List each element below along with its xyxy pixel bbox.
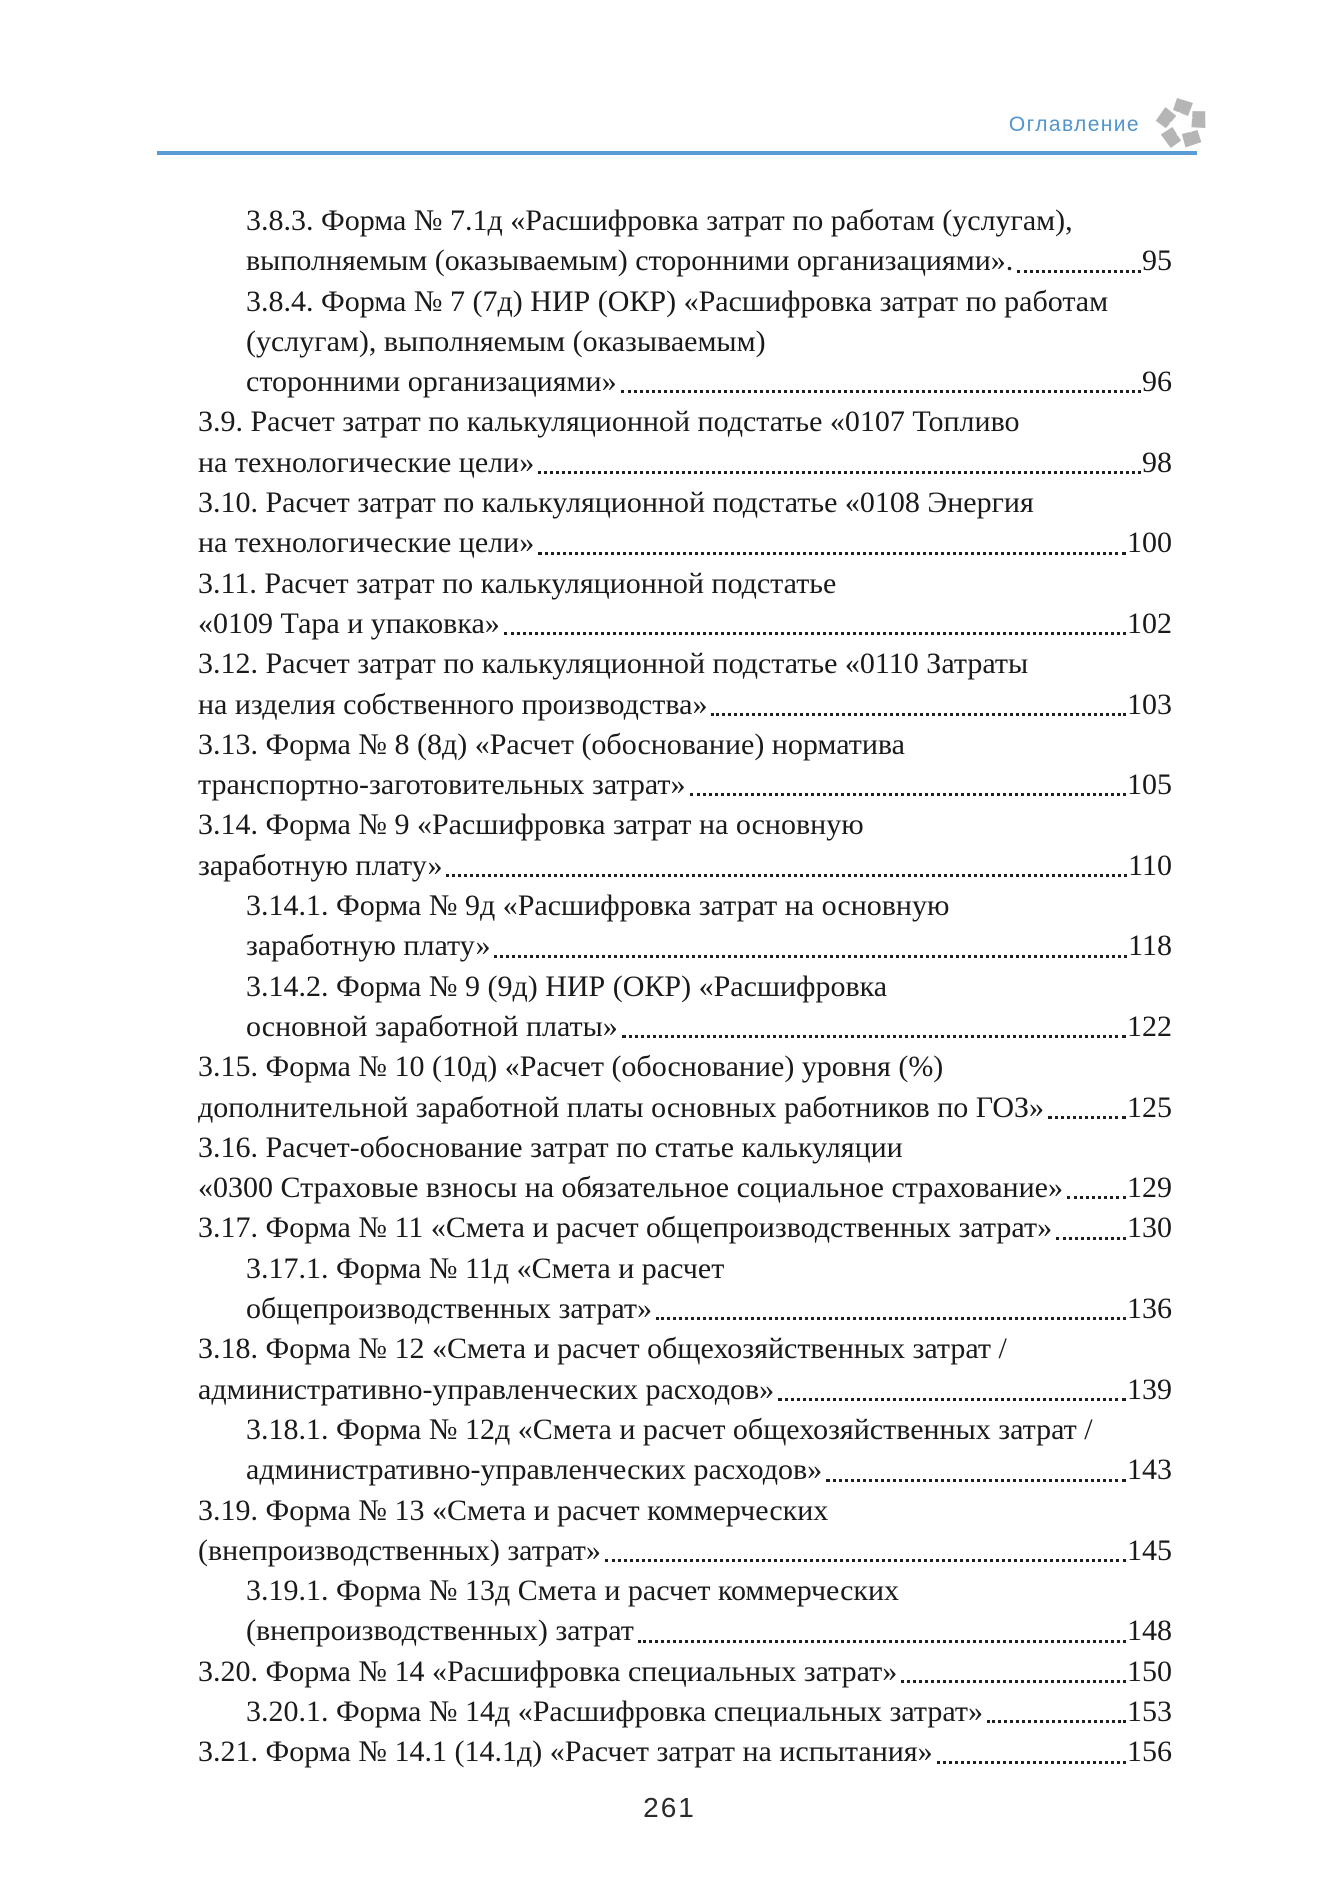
toc-entry-text: заработную плату» xyxy=(246,929,491,963)
toc-entry-page-number: 102 xyxy=(1127,606,1172,640)
toc-entry-line xyxy=(198,1168,1172,1208)
toc-entry-text: 3.18. Форма № 12 «Смета и расчет общехозяйственных затрат / xyxy=(198,1332,1007,1366)
dot-leader xyxy=(538,471,1141,474)
toc-entry-text: 3.14. Форма № 9 «Расшифровка затрат на основную xyxy=(198,808,864,842)
toc-entry-text: 3.8.4. Форма № 7 (7д) НИР (ОКР) «Расшифровка затрат по работам xyxy=(246,284,1109,318)
toc-entry-text: 3.16. Расчет-обоснование затрат по статье калькуляции xyxy=(198,1130,903,1164)
toc-entry-text: (внепроизводственных) затрат xyxy=(246,1614,634,1648)
toc-entry-text: 3.18.1. Форма № 12д «Смета и расчет общехозяйственных затрат / xyxy=(246,1412,1093,1446)
toc-entry-line xyxy=(198,402,1172,442)
toc-entry-text: 3.11. Расчет затрат по калькуляционной подстатье xyxy=(198,566,837,600)
toc-entry-text: дополнительной заработной платы основных работников по ГОЗ» xyxy=(198,1090,1045,1124)
toc-entry-line xyxy=(198,322,1172,362)
toc-entry-page-number: 100 xyxy=(1127,526,1172,560)
dot-leader xyxy=(622,1035,1126,1038)
toc-entry-text: 3.20.1. Форма № 14д «Расшифровка специальных затрат» xyxy=(246,1694,983,1728)
toc-entry-page-number: 122 xyxy=(1127,1009,1172,1043)
toc-entry-text: административно-управленческих расходов» xyxy=(198,1372,775,1406)
dot-leader xyxy=(621,390,1141,393)
toc-entry-text: на изделия собственного производства» xyxy=(198,687,708,721)
toc-entry-line xyxy=(198,1329,1172,1369)
toc-entry-page-number: 143 xyxy=(1127,1453,1172,1487)
toc-entry-text: выполняемым (оказываемым) сторонними организациями». xyxy=(246,244,1014,278)
toc-entry-line xyxy=(198,483,1172,523)
toc-entry-line xyxy=(198,564,1172,604)
toc-entry-page-number: 145 xyxy=(1127,1533,1172,1567)
star-pinwheel-logo-icon xyxy=(1155,97,1209,151)
toc-entry-text: 3.12. Расчет затрат по калькуляционной подстатье «0110 Затраты xyxy=(198,647,1029,681)
toc-entry-page-number: 105 xyxy=(1127,768,1172,802)
dot-leader xyxy=(494,955,1127,958)
toc-entry-line xyxy=(198,725,1172,765)
toc-entry-text: 3.14.1. Форма № 9д «Расшифровка затрат на основную xyxy=(246,889,950,923)
toc-entry-line xyxy=(198,1491,1172,1531)
toc-entry-text: 3.21. Форма № 14.1 (14.1д) «Расчет затрат на испытания» xyxy=(198,1735,933,1769)
toc-entry-text: 3.19. Форма № 13 «Смета и расчет коммерческих xyxy=(198,1493,829,1527)
page-header-title: Оглавление xyxy=(1008,113,1140,136)
toc-entry-line xyxy=(198,523,1172,563)
toc-entry-line xyxy=(198,1571,1172,1611)
toc-entry-page-number: 129 xyxy=(1127,1171,1172,1205)
toc-entry-page-number: 130 xyxy=(1127,1211,1172,1245)
toc-entry-page-number: 103 xyxy=(1127,687,1172,721)
toc-entry-text: транспортно-заготовительных затрат» xyxy=(198,768,686,802)
toc-entry-text: 3.8.3. Форма № 7.1д «Расшифровка затрат по работам (услугам), xyxy=(246,204,1073,237)
page-number-footer: 261 xyxy=(643,1792,696,1823)
toc-entry-text: на технологические цели» xyxy=(198,445,535,479)
toc-entry-line xyxy=(198,1611,1172,1651)
toc-entry-line xyxy=(198,805,1172,845)
toc-entry-line xyxy=(198,201,1172,241)
toc-entry-page-number: 148 xyxy=(1127,1614,1172,1648)
toc-entry-page-number: 118 xyxy=(1128,929,1172,963)
toc-entry-line xyxy=(198,1370,1172,1410)
dot-leader xyxy=(638,1640,1126,1643)
toc-entry-page-number: 136 xyxy=(1127,1292,1172,1326)
toc-entry-line xyxy=(198,846,1172,886)
dot-leader xyxy=(1056,1237,1126,1240)
toc-entry-text: 3.15. Форма № 10 (10д) «Расчет (обоснование) уровня (%) xyxy=(198,1050,944,1084)
toc-entry-line xyxy=(198,1249,1172,1289)
dot-leader xyxy=(826,1479,1126,1482)
dot-leader xyxy=(446,874,1127,877)
toc-entry-line xyxy=(198,644,1172,684)
toc-entry-line xyxy=(198,604,1172,644)
toc-entry-text: 3.17. Форма № 11 «Смета и расчет общепроизводственных затрат» xyxy=(198,1211,1053,1245)
toc-entry-text: «0300 Страховые взносы на обязательное социальное страхование» xyxy=(198,1171,1063,1205)
toc-entry-line xyxy=(198,1410,1172,1450)
toc-entry-text: сторонними организациями» xyxy=(246,365,617,399)
toc-entry-page-number: 98 xyxy=(1142,445,1172,479)
toc-entry-line xyxy=(198,1289,1172,1329)
toc-entry-page-number: 139 xyxy=(1127,1372,1172,1406)
dot-leader xyxy=(1067,1196,1126,1199)
toc-entry-text: 3.19.1. Форма № 13д Смета и расчет коммерческих xyxy=(246,1574,900,1608)
toc-entry-line xyxy=(198,1088,1172,1128)
toc-entry-line xyxy=(198,685,1172,725)
toc-entry-line xyxy=(198,1128,1172,1168)
toc-entry-line xyxy=(198,1531,1172,1571)
toc-entry-line xyxy=(198,362,1172,402)
dot-leader xyxy=(1017,270,1141,273)
toc-entry-text: основной заработной платы» xyxy=(246,1009,618,1043)
toc-entry-text: 3.14.2. Форма № 9 (9д) НИР (ОКР) «Расшифровка xyxy=(246,969,888,1003)
dot-leader xyxy=(605,1559,1126,1562)
toc-entry-page-number: 95 xyxy=(1142,244,1172,278)
toc-entry-text: на технологические цели» xyxy=(198,526,535,560)
toc-entry-line xyxy=(198,1208,1172,1248)
toc-entry-line xyxy=(198,282,1172,322)
toc-entry-text: 3.17.1. Форма № 11д «Смета и расчет xyxy=(246,1251,725,1285)
toc-entry-text: 3.9. Расчет затрат по калькуляционной подстатье «0107 Топливо xyxy=(198,405,1020,439)
toc-entry-line xyxy=(198,1007,1172,1047)
dot-leader xyxy=(901,1680,1126,1683)
toc-list xyxy=(198,201,1172,1773)
toc-entry-text: 3.10. Расчет затрат по калькуляционной подстатье «0108 Энергия xyxy=(198,486,1034,520)
toc-entry-text: «0109 Тара и упаковка» xyxy=(198,606,500,640)
toc-entry-page-number: 150 xyxy=(1127,1654,1172,1688)
toc-entry-line xyxy=(198,443,1172,483)
toc-entry-line xyxy=(198,1450,1172,1490)
toc-entry-text: общепроизводственных затрат» xyxy=(246,1292,653,1326)
toc-entry-text: (внепроизводственных) затрат» xyxy=(198,1533,601,1567)
dot-leader xyxy=(1048,1116,1126,1119)
toc-entry-text: 3.13. Форма № 8 (8д) «Расчет (обоснование) норматива xyxy=(198,727,905,761)
header-divider-rule xyxy=(157,151,1197,155)
toc-entry-text: административно-управленческих расходов» xyxy=(246,1453,823,1487)
toc-entry-page-number: 156 xyxy=(1127,1735,1172,1769)
toc-entry-line xyxy=(198,967,1172,1007)
toc-entry-line xyxy=(198,886,1172,926)
dot-leader xyxy=(937,1761,1126,1764)
dot-leader xyxy=(711,713,1126,716)
toc-entry-text: заработную плату» xyxy=(198,848,443,882)
toc-entry-line xyxy=(198,1692,1172,1732)
toc-entry-line xyxy=(198,1652,1172,1692)
toc-entry-text: (услугам), выполняемым (оказываемым) xyxy=(246,324,766,358)
toc-entry-line xyxy=(198,241,1172,281)
toc-entry-page-number: 96 xyxy=(1142,365,1172,399)
dot-leader xyxy=(987,1720,1126,1723)
toc-entry-page-number: 125 xyxy=(1127,1090,1172,1124)
dot-leader xyxy=(778,1398,1126,1401)
toc-entry-text: 3.20. Форма № 14 «Расшифровка специальных затрат» xyxy=(198,1654,898,1688)
toc-entry-page-number: 110 xyxy=(1128,848,1172,882)
toc-entry-line xyxy=(198,1047,1172,1087)
dot-leader xyxy=(690,793,1126,796)
toc-entry-line xyxy=(198,765,1172,805)
dot-leader xyxy=(538,552,1126,555)
dot-leader xyxy=(656,1317,1126,1320)
toc-entry-page-number: 153 xyxy=(1127,1694,1172,1728)
toc-entry-line xyxy=(198,1732,1172,1772)
toc-entry-line xyxy=(198,926,1172,966)
dot-leader xyxy=(504,632,1126,635)
